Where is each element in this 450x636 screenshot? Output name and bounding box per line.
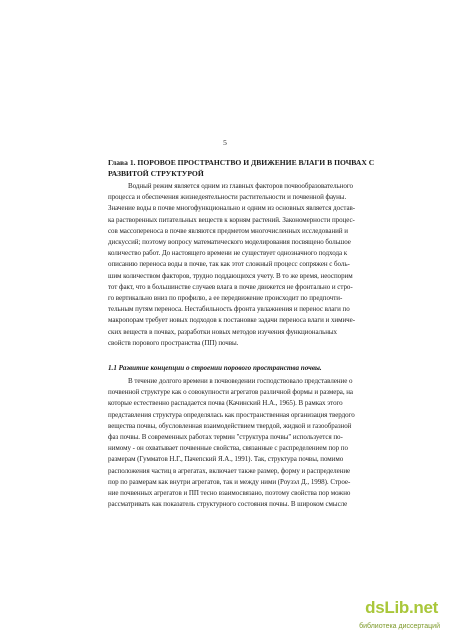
- text-line: В течение долгого времени в почвоведении господствовало представление о: [128, 377, 353, 385]
- chapter-heading-line: РАЗВИТОЙ СТРУКТУРОЙ: [108, 169, 204, 178]
- text-line: го вертикально вниз по профилю, а ее передвижение происходит по предпочти-: [108, 294, 343, 303]
- text-line: сов массопереноса в почве являются предметом многочисленных исследований и: [108, 226, 348, 235]
- text-line: почвенной структуре как о совокупности агрегатов различной формы и размера, на: [108, 388, 353, 397]
- text-line: ка растворенных питательных веществ к корням растений. Закономерности процес-: [108, 215, 355, 224]
- text-line: ние почвенных агрегатов и ПП тесно взаимосвязано, поэтому свойства пор можно: [108, 489, 351, 498]
- text-line: нимому - он охватывает почвенные свойства, связанные с распределением пор по: [108, 444, 348, 453]
- text-line: вещества почвы, обусловленная взаимодействием твердой, жидкой и газообразной: [108, 421, 352, 430]
- dslib-watermark: [332, 598, 442, 630]
- paragraph-water-regime: [108, 181, 378, 349]
- text-line: макропорам требует новых подходов к постановке задачи переноса влаги и химиче-: [108, 316, 355, 325]
- text-line: описанию переноса воды в почве, так как этот сложный процесс сопряжен с боль-: [108, 260, 350, 269]
- text-line: тельным путям переноса. Нестабильность фронта увлажнения и перенос влаги по: [108, 305, 350, 314]
- text-line: которые естественно распадается почва (Качинский Н.А., 1965). В рамках этого: [108, 399, 343, 408]
- text-line: Водный режим является одним из главных факторов почвообразовательного: [128, 182, 353, 190]
- watermark-subtitle: библиотека диссертаций: [359, 623, 440, 630]
- text-line: размерам (Гумматов Н.Г., Пачепский Я.А., 1991). Так, структура почвы, помимо: [108, 455, 344, 464]
- chapter-heading: [108, 157, 376, 179]
- text-line: шим количеством факторов, трудно поддающихся учету. В то же время, неоспорим: [108, 271, 353, 280]
- text-line: Значение воды в почве многофункционально и одним из основных является достав-: [108, 204, 356, 213]
- text-line: пор по размерам как внутри агрегатов, так и между ними (Роузэл Д., 1998). Строе-: [108, 477, 351, 486]
- paragraph-soil-structure: [108, 376, 378, 510]
- text-line: фаз почвы. В современных работах термин "структура почвы" используется по-: [108, 433, 343, 442]
- text-line: процесса и обеспечения жизнедеятельности растительности и почвенной фауны.: [108, 193, 347, 202]
- text-line: тот факт, что в большинстве случаев влага в почве движется не фронтально и стро-: [108, 282, 353, 291]
- section-heading: 1.1 Развитие концепции о строении порового пространства почвы.: [108, 364, 322, 372]
- watermark-logo: dsLib.net: [365, 598, 438, 617]
- chapter-heading-line: Глава 1. ПОРОВОЕ ПРОСТРАНСТВО И ДВИЖЕНИЕ ВЛАГИ В ПОЧВАХ С: [108, 158, 375, 167]
- text-line: количество работ. До настоящего времени не существует однозначного подхода к: [108, 249, 348, 258]
- text-line: представления структура определялась как пространственная организация твердого: [108, 410, 355, 419]
- text-line: свойств порового пространства (ПП) почвы.: [108, 338, 239, 347]
- page-number: 5: [223, 138, 227, 147]
- text-line: рассматривать как показатель структурного состояния почвы. В широком смысле: [108, 500, 348, 509]
- text-line: дискуссий; поэтому вопросу математического моделирования посвящено большое: [108, 238, 351, 247]
- text-line: ских веществ в почвах, разработки новых методов изучения функциональных: [108, 327, 338, 336]
- text-line: расположения частиц в агрегатах, включает также размер, форму и распределение: [108, 466, 351, 475]
